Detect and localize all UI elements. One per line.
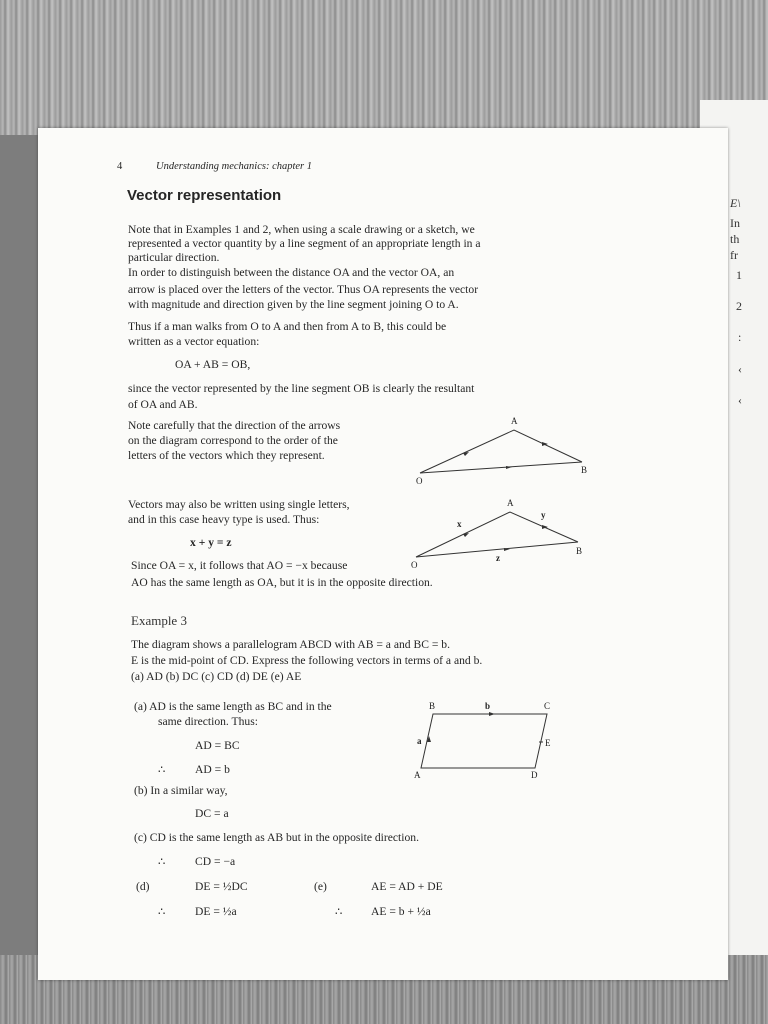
vector-label-z: z (496, 553, 500, 563)
therefore-symbol: ∴ (158, 763, 166, 776)
text-line: Note carefully that the direction of the arrows (128, 419, 341, 432)
parallelogram-diagram (413, 702, 563, 782)
text-line: (c) CD is the same length as AB but in the opposite direction. (134, 831, 419, 844)
edge-fragment: ‹ (738, 393, 742, 407)
example-title: Example 3 (131, 613, 187, 628)
vector-label-a: a (417, 736, 422, 746)
text-line: Thus if a man walks from O to A and then from A to B, this could be (128, 320, 447, 333)
equation-line: AE = AD + DE (371, 880, 443, 893)
equation-line: DC = a (195, 807, 229, 820)
text-line: written as a vector equation: (128, 335, 260, 348)
part-label: (e) (314, 880, 327, 893)
edge-fragment: 1 (736, 268, 742, 282)
text-line: since the vector represented by the line segment OB is clearly the resultant (128, 382, 475, 395)
text-line: (a) AD (b) DC (c) CD (d) DE (e) AE (131, 670, 302, 683)
scan-border-top (0, 0, 768, 135)
edge-fragment: : (738, 330, 742, 344)
text-line: letters of the vectors which they represent. (128, 449, 325, 462)
text-line: of OA and AB. (128, 398, 198, 411)
text-line: represented a vector quantity by a line segment of an appropriate length in a (128, 237, 481, 250)
text-line: In order to distinguish between the distance OA and the vector OA, an (128, 266, 455, 279)
part-label: (d) (136, 880, 150, 893)
text-line: particular direction. (128, 251, 220, 264)
equation-line: DE = ½a (195, 905, 237, 918)
equation-line: AD = b (195, 763, 230, 776)
text-line: same direction. Thus: (158, 715, 258, 728)
text-line: arrow is placed over the letters of the vector. Thus OA represents the vector (128, 283, 479, 296)
edge-fragment: th (730, 232, 740, 246)
text-line: Vectors may also be written using single letters, (128, 498, 350, 511)
text-line: (b) In a similar way, (134, 784, 228, 797)
point-label-a: A (414, 770, 421, 780)
text-line: with magnitude and direction given by the line segment joining O to A. (128, 298, 459, 311)
vector-label-b: b (485, 701, 491, 711)
text-line: (a) AD is the same length as BC and in the (134, 700, 332, 713)
therefore-symbol: ∴ (335, 905, 343, 918)
triangle-diagram-oab (408, 414, 598, 484)
vector-equation-bold: x + y = z (190, 536, 232, 549)
equation-line: AE = b + ½a (371, 905, 431, 918)
text-line: Note that in Examples 1 and 2, when using a scale drawing or a sketch, we (128, 223, 475, 236)
text-line: Since OA = x, it follows that AO = −x because (131, 559, 348, 572)
point-label-e: E (545, 738, 551, 748)
vector-equation: OA + AB = OB, (175, 358, 251, 371)
point-label-b: B (429, 701, 436, 711)
text-line: The diagram shows a parallelogram ABCD with AB = a and BC = b. (131, 638, 450, 651)
running-title: Understanding mechanics: chapter 1 (156, 161, 313, 172)
triangle-diagram-xyz (408, 496, 598, 568)
point-label-d: D (531, 770, 538, 780)
page-number: 4 (117, 161, 123, 172)
text-line: AO has the same length as OA, but it is in the opposite direction. (131, 576, 433, 589)
therefore-symbol: ∴ (158, 855, 166, 868)
vector-label-x: x (457, 519, 462, 529)
point-label-b: B (581, 465, 588, 475)
edge-fragment: ‹ (738, 362, 742, 376)
point-label-o: O (416, 476, 423, 486)
edge-fragment: In (730, 216, 740, 230)
section-title: Vector representation (127, 187, 282, 204)
equation-line: AD = BC (195, 739, 240, 752)
point-label-a: A (511, 416, 518, 426)
text-line: E is the mid-point of CD. Express the following vectors in terms of a and b. (131, 654, 483, 667)
vector-label-y: y (541, 510, 546, 520)
point-label-o: O (411, 560, 418, 570)
point-label-c: C (544, 701, 551, 711)
text-line: on the diagram correspond to the order of the (128, 434, 338, 447)
text-line: and in this case heavy type is used. Thus: (128, 513, 320, 526)
equation-line: CD = −a (195, 855, 236, 868)
therefore-symbol: ∴ (158, 905, 166, 918)
edge-fragment: E\ (730, 196, 741, 210)
edge-fragment: fr (730, 248, 738, 262)
book-page (38, 128, 728, 980)
edge-fragment: 2 (736, 299, 742, 313)
point-label-a: A (507, 498, 514, 508)
equation-line: DE = ½DC (195, 880, 248, 893)
point-label-b: B (576, 546, 583, 556)
